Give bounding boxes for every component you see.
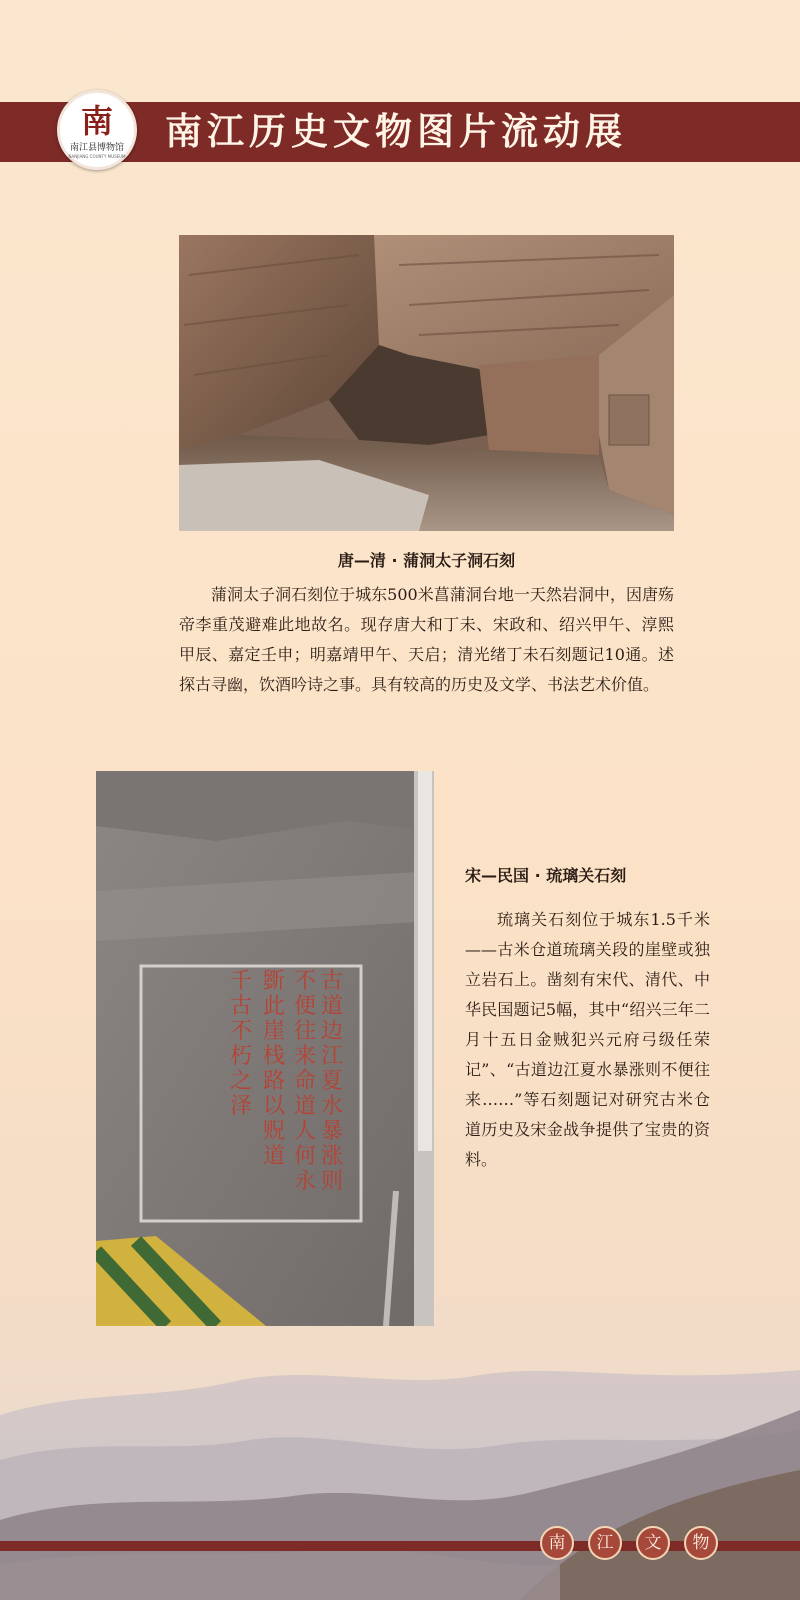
exhibit-2-description: 琉璃关石刻位于城东1.5千米——古米仓道琉璃关段的崖壁或独立岩石上。凿刻有宋代、清代、中华民国题记5幅，其中“绍兴三年二月十五日金贼犯兴元府弓级任荣记”、“古道边江夏水暴涨则不便往来……”等石刻题记对研究古米仓道历史及宋金战争提供了宝贵的资料。 bbox=[465, 910, 710, 1169]
inscription-line-3: 斵此崖栈路以贶道 bbox=[262, 969, 285, 1169]
cave-photo-image bbox=[179, 235, 674, 531]
logo-subtext: NANJIANG COUNTY MUSEUM bbox=[68, 154, 126, 159]
footer-seals bbox=[540, 1526, 718, 1560]
exhibit-1-description: 蒲洞太子洞石刻位于城东500米菖蒲洞台地一天然岩洞中，因唐殇帝李重茂避难此地故名。现存唐大和丁未、宋政和、绍兴甲午、淳熙甲辰、嘉定壬申；明嘉靖甲午、天启；清光绪丁未石刻题记10通。述探古寻幽，饮酒吟诗之事。具有较高的历史及文学、书法艺术价值。 bbox=[179, 585, 674, 694]
page-title: 南江历史文物图片流动展 bbox=[165, 110, 627, 153]
museum-logo bbox=[57, 90, 137, 170]
footer-seal-4: 物 bbox=[684, 1526, 718, 1560]
logo-mark: 南 bbox=[80, 102, 113, 140]
footer-seal-2: 江 bbox=[588, 1526, 622, 1560]
inscription-line-4: 千古不朽之泽 bbox=[229, 969, 252, 1119]
footer-seal-3: 文 bbox=[636, 1526, 670, 1560]
cave-photo bbox=[179, 235, 674, 531]
logo-text: 南江县博物馆 bbox=[69, 143, 124, 153]
exhibit-1-title: 唐—清 · 蒲洞太子洞石刻 bbox=[337, 551, 516, 570]
exhibit-2-title: 宋—民国 · 琉璃关石刻 bbox=[465, 866, 627, 885]
inscription-line-1: 古道边江夏水暴涨则 bbox=[320, 969, 343, 1194]
inscription-photo bbox=[96, 771, 434, 1326]
footer-seal-1: 南 bbox=[540, 1526, 574, 1560]
inscription-line-2: 不便往来命道人何永 bbox=[293, 969, 316, 1194]
